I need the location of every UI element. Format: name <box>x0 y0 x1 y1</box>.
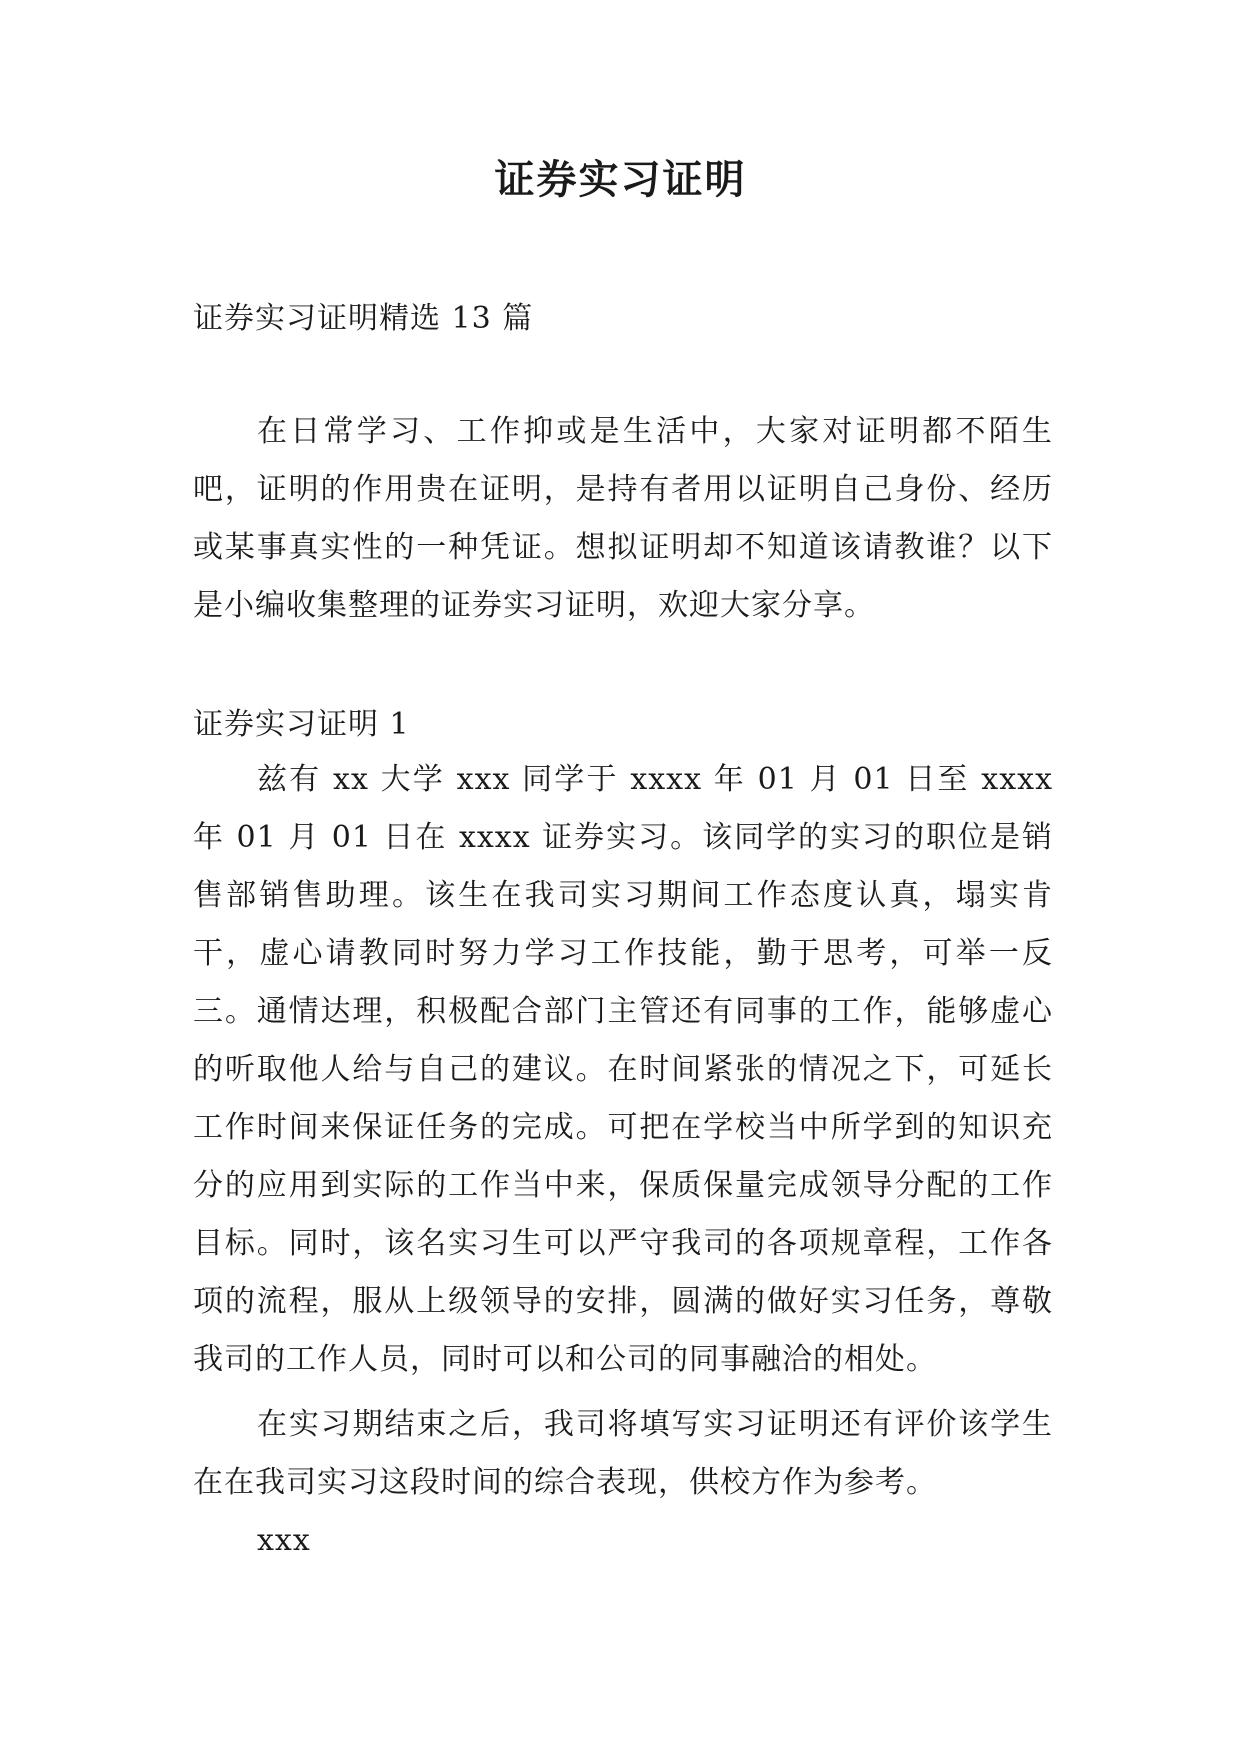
body-paragraph-2: 在实习期结束之后，我司将填写实习证明还有评价该学生在在我司实习这段时间的综合表现，供校方作为参考。 <box>193 1407 1053 1500</box>
section-heading: 证券实习证明 1 <box>193 707 410 742</box>
intro-paragraph: 在日常学习、工作抑或是生活中，大家对证明都不陌生吧，证明的作用贵在证明，是持有者用以证明自己身份、经历或某事真实性的一种凭证。想拟证明却不知道该请教谁？以下是小编收集整理的证券实习证明，欢迎大家分享。 <box>193 414 1053 623</box>
document-title: 证券实习证明 <box>494 156 747 203</box>
document-subtitle: 证券实习证明精选 13 篇 <box>193 301 534 336</box>
signature: xxx <box>257 1523 311 1558</box>
body-paragraph-1: 兹有 xx 大学 xxx 同学于 xxxx 年 01 月 01 日至 xxxx 年 01 月 01 日在 xxxx 证券实习。该同学的实习的职位是销售部销售助理。该生在我司实习期间工作态度认真，塌实肯干，虚心请教同时努力学习工作技能，勤于思考，可举一反三。通情达理，积极配合部门主管还有同事的工作，能够虚心的听取他人给与自己的建议。在时间紧张的情况之下，可延长工作时间来保证任务的完成。可把在学校当中所学到的知识充分的应用到实际的工作当中来，保质保量完成领导分配的工作目标。同时，该名实习生可以严守我司的各项规章程，工作各项的流程，服从上级领导的安排，圆满的做好实习任务，尊敬我司的工作人员，同时可以和公司的同事融洽的相处。 <box>193 762 1053 1377</box>
